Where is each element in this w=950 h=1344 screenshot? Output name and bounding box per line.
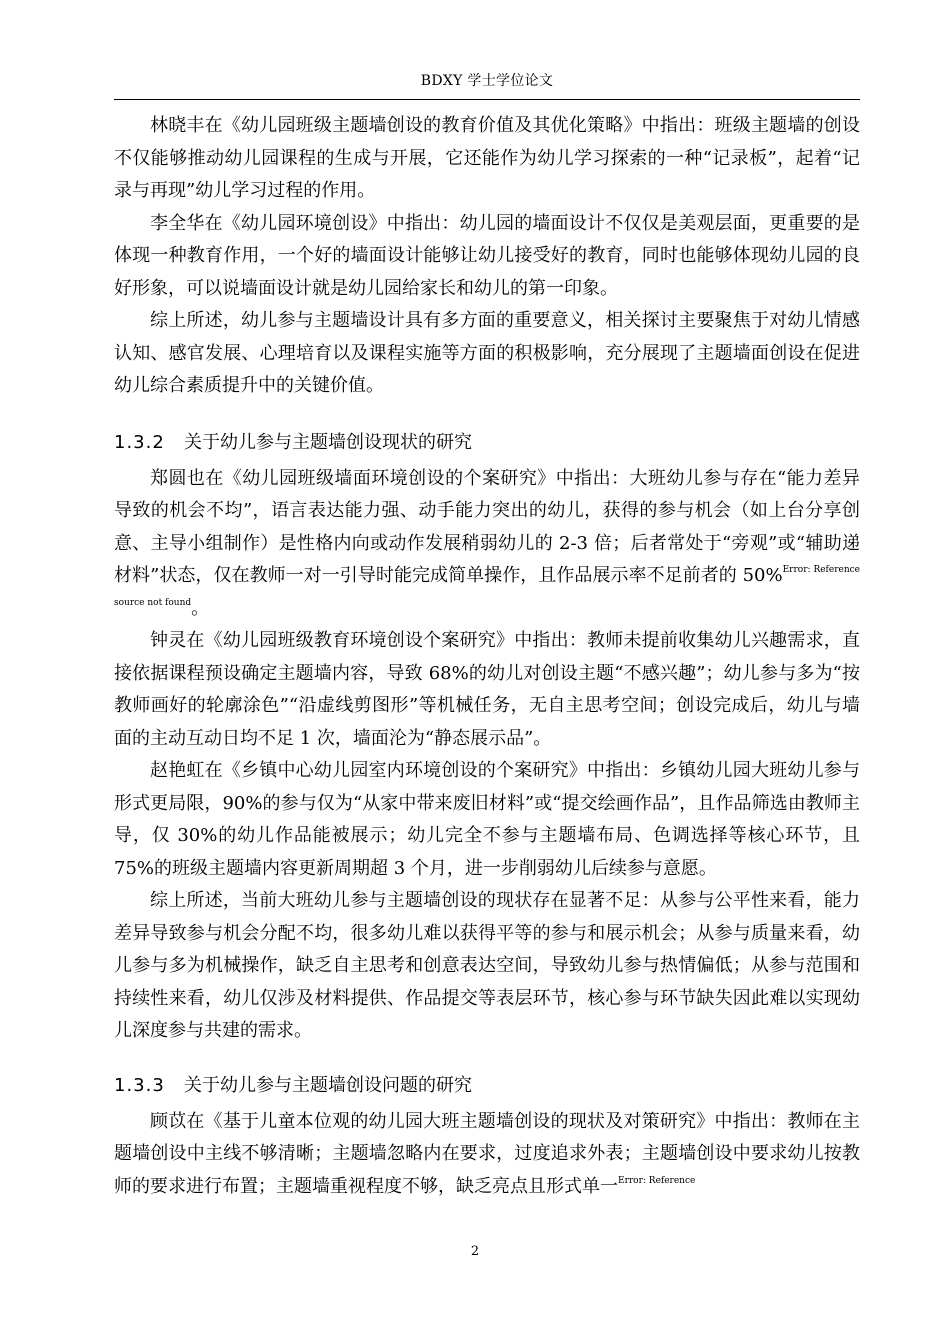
reference-error-note: Error: Reference source not found [114,565,860,608]
paragraph-zhong: 钟灵在《幼儿园班级教育环境创设个案研究》中指出：教师未提前收集幼儿兴趣需求，直接依据课程预设确定主题墙内容，导致 68%的幼儿对创设主题“不感兴趣”；幼儿参与多为“按教师画好的轮廓涂色”“沿虚线剪图形”等机械任务，无自主思考空间；创设完成后，幼儿与墙面的主动互动日均不足 1 次，墙面沦为“静态展示品”。 [114,630,860,749]
paragraph-summary-2: 综上所述，当前大班幼儿参与主题墙创设的现状存在显著不足：从参与公平性来看，能力差异导致参与机会分配不均，很多幼儿难以获得平等的参与和展示机会；从参与质量来看，幼儿参与多为机械操作，缺乏自主思考和创意表达空间，导致幼儿参与热情偏低；从参与范围和持续性来看，幼儿仅涉及材料提供、作品提交等表层环节，核心参与环节缺失因此难以实现幼儿深度参与共建的需求。 [114,890,860,1041]
paragraph-text: 顾苡在《基于儿童本位观的幼儿园大班主题墙创设的现状及对策研究》中指出：教师在主题墙创设中主线不够清晰；主题墙忽略内在要求，过度追求外表；主题墙创设中要求幼儿按教师的要求进行布置；主题墙重视程度不够，缺乏亮点且形式单一 [114,1110,860,1197]
section-heading-1-3-3 [114,1066,860,1106]
reference-error-note: Error: Reference [618,1175,696,1186]
document-body [114,110,860,1203]
paragraph-end-punct: 。 [191,597,210,619]
paragraph-zheng [114,463,860,626]
section-title: 关于幼儿参与主题墙创设问题的研究 [184,1074,472,1096]
section-number: 1.3.3 [114,1074,165,1096]
paragraph-lin: 林晓丰在《幼儿园班级主题墙创设的教育价值及其优化策略》中指出：班级主题墙的创设不仅能够推动幼儿园课程的生成与开展，它还能作为幼儿学习探索的一种“记录板”，起着“记录与再现”幼儿学习过程的作用。 [114,115,860,201]
section-title: 关于幼儿参与主题墙创设现状的研究 [184,431,472,453]
running-header: BDXY 学士学位论文 [420,73,554,89]
paragraph-text: 郑圆也在《幼儿园班级墙面环境创设的个案研究》中指出：大班幼儿参与存在“能力差异导致的机会不均”，语言表达能力强、动手能力突出的幼儿，获得的参与机会（如上台分享创意、主导小组制作）是性格内向或动作发展稍弱幼儿的 2-3 倍；后者常处于“旁观”或“辅助递材料”状态，仅在教师一对一引导时能完成简单操作，且作品展示率不足前者的 50% [114,467,860,586]
paragraph-li: 李全华在《幼儿园环境创设》中指出：幼儿园的墙面设计不仅仅是美观层面，更重要的是体现一种教育作用，一个好的墙面设计能够让幼儿接受好的教育，同时也能够体现幼儿园的良好形象，可以说墙面设计就是幼儿园给家长和幼儿的第一印象。 [114,212,860,299]
header-rule [114,99,860,100]
section-number: 1.3.2 [114,431,165,453]
page-number: 2 [470,1244,480,1259]
paragraph-gu [114,1106,860,1204]
section-heading-1-3-2 [114,423,860,463]
paragraph-summary-1: 综上所述，幼儿参与主题墙设计具有多方面的重要意义，相关探讨主要聚焦于对幼儿情感认知、感官发展、心理培育以及课程实施等方面的积极影响，充分展现了主题墙面创设在促进幼儿综合素质提升中的关键价值。 [114,310,860,396]
paragraph-zhao: 赵艳虹在《乡镇中心幼儿园室内环境创设的个案研究》中指出：乡镇幼儿园大班幼儿参与形式更局限，90%的参与仅为“从家中带来废旧材料”或“提交绘画作品”，且作品筛选由教师主导，仅 30%的幼儿作品能被展示；幼儿完全不参与主题墙布局、色调选择等核心环节，且 75%的班级主题墙内容更新周期超 3 个月，进一步削弱幼儿后续参与意愿。 [114,760,860,879]
